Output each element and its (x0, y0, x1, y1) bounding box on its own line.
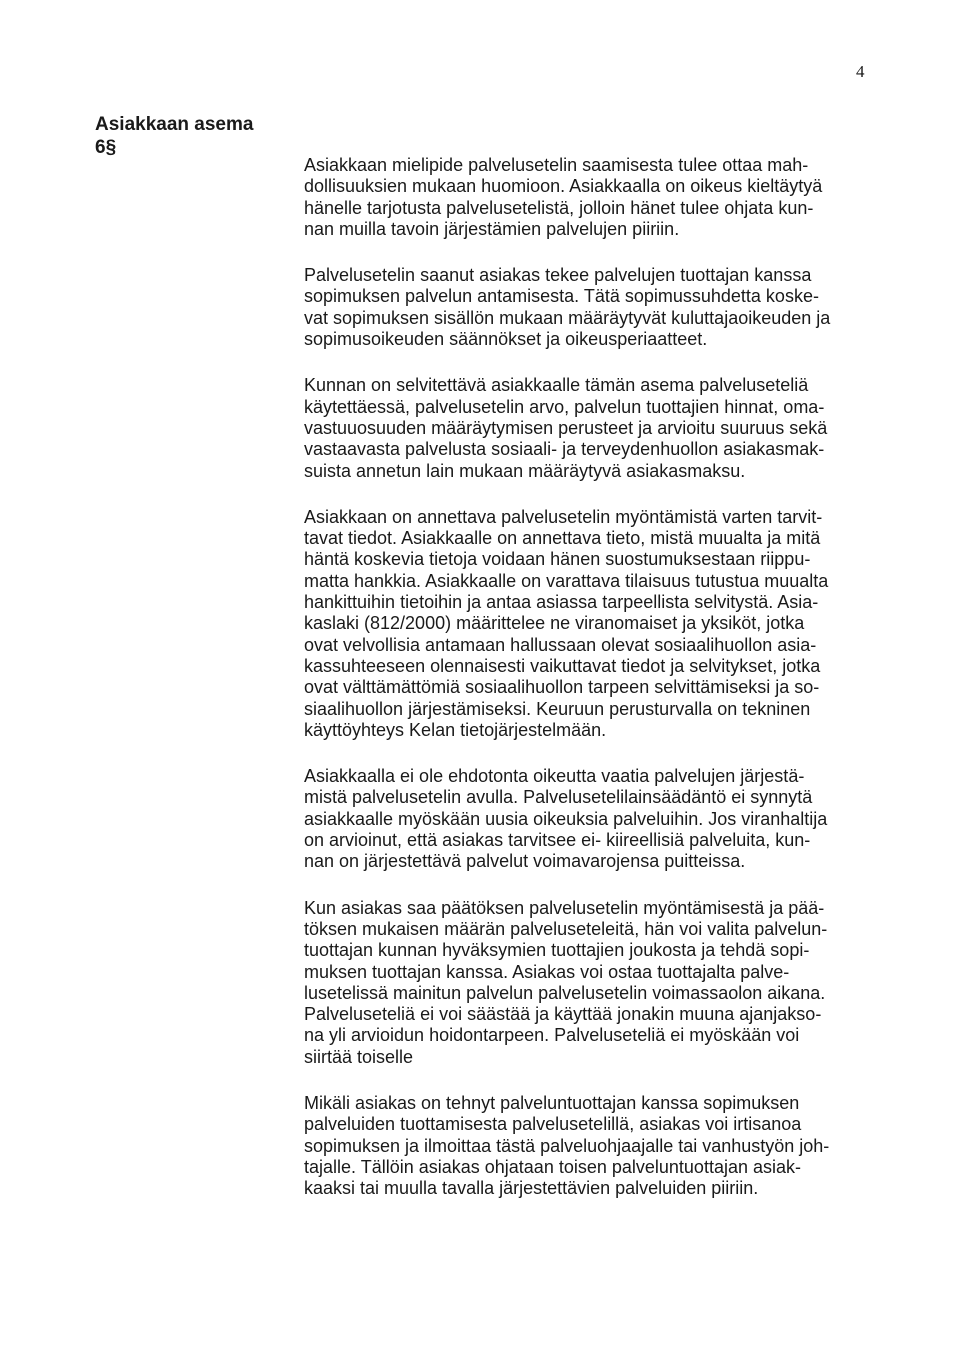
text-line: palveluiden tuottamisesta palvelusetelillä, asiakas voi irtisanoa (304, 1114, 802, 1135)
text-line: hankittuihin tietoihin ja antaa asiassa tarpeellista selvitystä. Asia- (304, 592, 819, 613)
text-line: kassuhteeseen olennaisesti vaikuttavat tiedot ja selvitykset, jotka (304, 655, 821, 676)
text-line: siirtää toiselle (304, 1046, 414, 1067)
text-line: muksen tuottajan kanssa. Asiakas voi ostaa tuottajalta palve- (304, 961, 790, 982)
text-line: tuottajan kunnan hyväksymien tuottajien joukosta ja tehdä sopi- (304, 940, 810, 961)
text-line: Asiakkaan mielipide palvelusetelin saamisesta tulee ottaa mah- (304, 155, 809, 175)
text-line: hänelle tarjotusta palvelusetelistä, jolloin hänet tulee ohjata kun- (304, 197, 814, 218)
text-line: kaaksi tai muulla tavalla järjestettävien palveluiden piiriin. (304, 1178, 759, 1199)
text-line: vastuuosuuden määräytymisen perusteet ja arvioitu suuruus sekä (304, 417, 828, 438)
text-line: on arvioinut, että asiakas tarvitsee ei- kiireellisiä palveluita, kun- (304, 830, 811, 851)
section-title: Asiakkaan asema (95, 114, 254, 135)
text-line: matta hankkia. Asiakkaalle on varattava tilaisuus tutustua muualta (304, 570, 829, 591)
paragraph (304, 265, 872, 350)
paragraph (304, 155, 872, 240)
text-line: mistä palvelusetelin avulla. Palvelusetelilainsäädäntö ei synnytä (304, 787, 813, 808)
page-number: 4 (856, 62, 865, 81)
text-line: tajalle. Tällöin asiakas ohjataan toisen palveluntuottajan asiak- (304, 1156, 801, 1177)
text-line: siaalihuollon järjestämiseksi. Keuruun perusturvalla on tekninen (304, 698, 811, 719)
text-line: suista annetun lain mukaan määräytyvä asiakasmaksu. (304, 460, 746, 481)
body-text (304, 155, 872, 1224)
text-line: Kun asiakas saa päätöksen palvelusetelin myöntämisestä ja pää- (304, 897, 825, 918)
text-line: ovat velvollisia antamaan hallussaan olevat sosiaalihuollon asia- (304, 634, 817, 655)
text-line: dollisuuksien mukaan huomioon. Asiakkaalla on oikeus kieltäytyä (304, 176, 823, 197)
text-line: na yli arvioidun hoidontarpeen. Palveluseteliä ei myöskään voi (304, 1025, 800, 1046)
text-line: asiakkaalle myöskään uusia oikeuksia palveluihin. Jos viranhaltija (304, 808, 828, 829)
paragraph (304, 507, 872, 741)
paragraph (304, 1093, 872, 1199)
text-line: Kunnan on selvitettävä asiakkaalle tämän asema palveluseteliä (304, 375, 809, 396)
text-line: vastaavasta palvelusta sosiaali- ja terveydenhuollon asiakasmak- (304, 439, 825, 460)
text-line: sopimuksen palvelun antamisesta. Tätä sopimussuhdetta koske- (304, 286, 819, 307)
text-line: ovat välttämättömiä sosiaalihuollon tarpeen selvittämiseksi ja so- (304, 677, 820, 698)
section-number: 6§ (95, 137, 117, 158)
text-line: nan on järjestettävä palvelut voimavarojensa puitteissa. (304, 851, 746, 872)
text-line: käytettäessä, palvelusetelin arvo, palvelun tuottajien hinnat, oma- (304, 396, 825, 417)
text-line: nan muilla tavoin järjestämien palvelujen piiriin. (304, 218, 680, 239)
text-line: Asiakkaan on annettava palvelusetelin myöntämistä varten tarvit- (304, 506, 823, 527)
paragraph (304, 766, 872, 872)
text-line: sopimuksen ja ilmoittaa tästä palveluohjaajalle tai vanhustyön joh- (304, 1135, 830, 1156)
text-line: kaslaki (812/2000) määrittelee ne viranomaiset ja yksiköt, jotka (304, 613, 805, 634)
text-line: häntä koskevia tietoja voidaan hänen suostumuksestaan riippu- (304, 549, 811, 570)
paragraph (304, 898, 872, 1068)
paragraph (304, 375, 872, 481)
text-line: lusetelissä mainitun palvelun palvelusetelin voimassaolon aikana. (304, 982, 826, 1003)
text-line: töksen mukaisen määrän palveluseteleitä, hän voi valita palvelun- (304, 918, 828, 939)
text-line: Asiakkaalla ei ole ehdotonta oikeutta vaatia palvelujen järjestä- (304, 766, 805, 787)
text-line: Palvelusetelin saanut asiakas tekee palvelujen tuottajan kanssa (304, 265, 812, 286)
text-line: Palveluseteliä ei voi säästää ja käyttää jonakin muuna ajanjakso- (304, 1004, 822, 1025)
text-line: sopimusoikeuden säännökset ja oikeusperiaatteet. (304, 329, 708, 350)
text-line: käyttöyhteys Kelan tietojärjestelmään. (304, 719, 607, 740)
section-heading (95, 113, 253, 159)
text-line: Mikäli asiakas on tehnyt palveluntuottajan kanssa sopimuksen (304, 1092, 800, 1113)
text-line: tavat tiedot. Asiakkaalle on annettava tieto, mistä muualta ja mitä (304, 528, 821, 549)
text-line: vat sopimuksen sisällön mukaan määräytyvät kuluttajaoikeuden ja (304, 307, 831, 328)
